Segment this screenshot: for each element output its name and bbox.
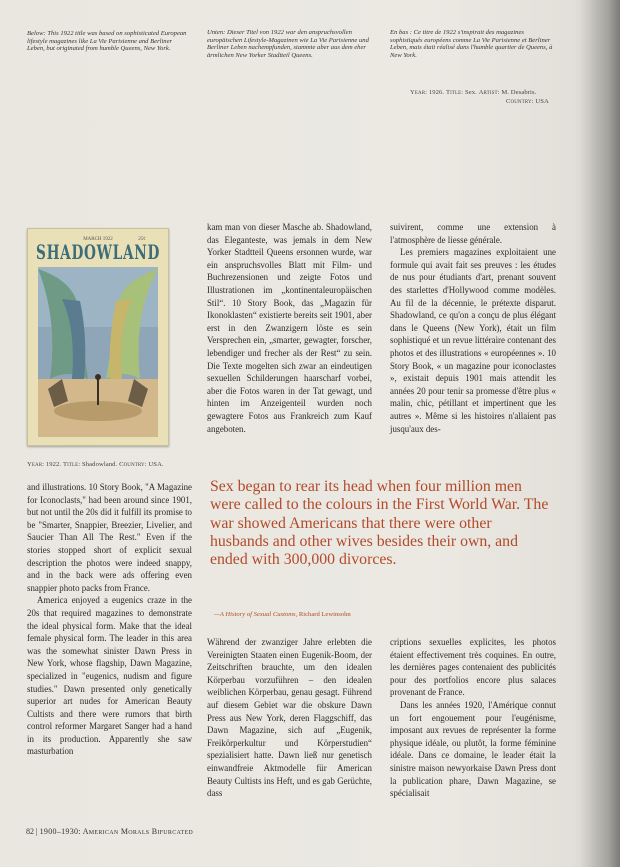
pull-quote: Sex began to rear its head when four million men were called to the colours in the First World War. The war showed Americans that there were other husbands and other wives besides their own, and ended with 300,000 divorces. [210, 478, 549, 569]
english-paragraph-1: and illustrations. 10 Story Book, "A Magazine for Iconoclasts," had been around since 1901, but not until the 20s did it fulfill its promise to be "Smarter, Snappier, Breezier, Livelier, and Saucier Than All The Rest." Even if the stories stopped short of explicit sexual description the photos were indeed snappy, and in the back were ads offering even snappier photo packs from France. [27, 482, 192, 593]
cover-figure-head [95, 374, 101, 380]
chapter-title: 1900–1930: American Morals Bifurcated [39, 827, 194, 836]
french-column-top [390, 221, 556, 435]
pull-quote-source: —A History of Sexual Customs, Richard Lewinsohn [214, 611, 351, 618]
shadowland-cover-art [28, 229, 168, 445]
page-spine-shadow [580, 0, 620, 867]
caption-german: Unten: Dieser Titel von 1922 war den anspruchsvollen europäischen Lifestyle-Magazinen wie La Vie Parisienne und Berliner Leben nachempfunden, stammte aber aus dem eher ärmlichen New Yorker Stadtteil Queens. [207, 29, 369, 59]
cover-title: SHADOWLAND [36, 240, 160, 264]
page-number: 82 [26, 827, 34, 836]
cover-issue: MARCH 1922 [83, 237, 113, 242]
german-column-bottom [207, 636, 372, 800]
english-paragraph-2: America enjoyed a eugenics craze in the 20s that required magazines to demonstrate the ideal physical form. Make that the ideal female physical form. The leader in this area was the somewhat sinister Dawn Press in New York, whose flagship, Dawn Magazine, specialized in "eugenics, nudism and figure studies." Dawn presented only genetically superior art nudes for American Beauty Cultists and there were rumors that birth control reformer Margaret Sanger had a hand in its production. Apparently she saw masturbation [27, 595, 192, 757]
german-paragraph: kam man von dieser Masche ab. Shadowland, das Eleganteste, was jemals in dem New Yorker Stadtteil Queens ersonnen wurde, war ein anspruchsvolles Blatt mit Film- und Buchrezensionen und zeigte Fotos und Illustrationen im „kontinentaleuropäischen Stil“. 10 Story Book, das „Magazin für Ikonoklasten“ existierte bereits seit 1901, aber erst in den Zwanzigern löste es sein Versprechen ein, „smarter, gewagter, forscher, lebendiger und frecher als der Rest“ zu sein. Die Texte mogelten sich zwar an eindeutigen sexuellen Schilderungen haarscharf vorbei, aber die Fotos waren in der Tat gewagt, und hinten im Anzeigenteil wurden noch gewagtere Fotos aus Frankreich zum Kauf angeboten. [207, 222, 372, 434]
page-footer [26, 827, 193, 836]
french-paragraph-2: Les premiers magazines exploitaient une formule qui avait fait ses preuves : les études de nus pour étudiants d'art, prenant souvent des starlettes d'Hollywood comme modèles. Au fil de la décennie, le prétexte disparut. Shadowland, ce qu'on a conçu de plus élégant dans le Queens (New York), était un film sophistiqué et un revue littéraire contenant des photos et des illustrations « européennes ». 10 Story Book, « un magazine pour iconoclastes », existait depuis 1901 mais attendit les années 20 pour tenir sa promesse d'être plus « malin, chic, pétillant et impertinent que les autres ». Même si les histoires n'allaient pas jusqu'aux des- [390, 247, 556, 434]
french-paragraph-3: criptions sexuelles explicites, les photos étaient effectivement très coquines. En outre, les dernières pages contenaient des publicités pour des portfolios encore plus salaces provenant de France. [390, 637, 556, 698]
german-column-top [207, 221, 372, 435]
cover-price: 25¢ [138, 237, 146, 242]
english-column [27, 481, 192, 758]
french-paragraph-4: Dans les années 1920, l'Amérique connut un fort engouement pour l'eugénisme, imposant aux revues de représenter la forme physique idéale, ou plutôt, la forme féminine idéale. Dans ce domaine, le leader était la sinistre maison newyorkaise Dawn Press dont la publication phare, Dawn Magazine, se spécialisait [390, 699, 556, 799]
german-paragraph-2: Während der zwanziger Jahre erlebten die Vereinigten Staaten einen Eugenik-Boom, der Zeitschriften brauchte, um den idealen Körperbau vorzuführen – den idealen weiblichen Körperbau, genau gesagt. Führend auf diesem Gebiet war die obskure Dawn Press aus New York, deren Flaggschiff, das Dawn Magazine, sich auf „Eugenik, Freikörperkultur und Körperstudien“ spezialisiert hatte. Dawn ließ nur genetisch einwandfreie Aktmodelle für American Beauty Cultists ins Heft, und es gab Gerüchte, dass [207, 637, 372, 799]
footer-separator: | [36, 827, 38, 836]
french-column-bottom [390, 636, 556, 800]
caption-french: En bas : Ce titre de 1922 s'inspirait des magazines sophistiqués européens comme La Vie Parisienne et Berliner Leben, mais était réalisé dans l'humble quartier de Queens, à New York. [390, 29, 553, 59]
credit-1926-country: Country: USA [506, 98, 549, 105]
caption-english: Below: This 1922 title was based on sophisticated European lifestyle magazines like La Vie Parisienne and Berliner Leben, but originated from humble Queens, New York. [27, 30, 187, 53]
shadowland-cover [27, 228, 169, 446]
credit-1926: Year: 1926. Title: Sex. Artist: M. Desabris. [410, 89, 537, 96]
credit-1922: Year: 1922. Title: Shadowland. Country: USA. [27, 461, 164, 468]
french-paragraph-1: suivirent, comme une extension à l'atmosphère de liesse générale. [390, 222, 556, 245]
